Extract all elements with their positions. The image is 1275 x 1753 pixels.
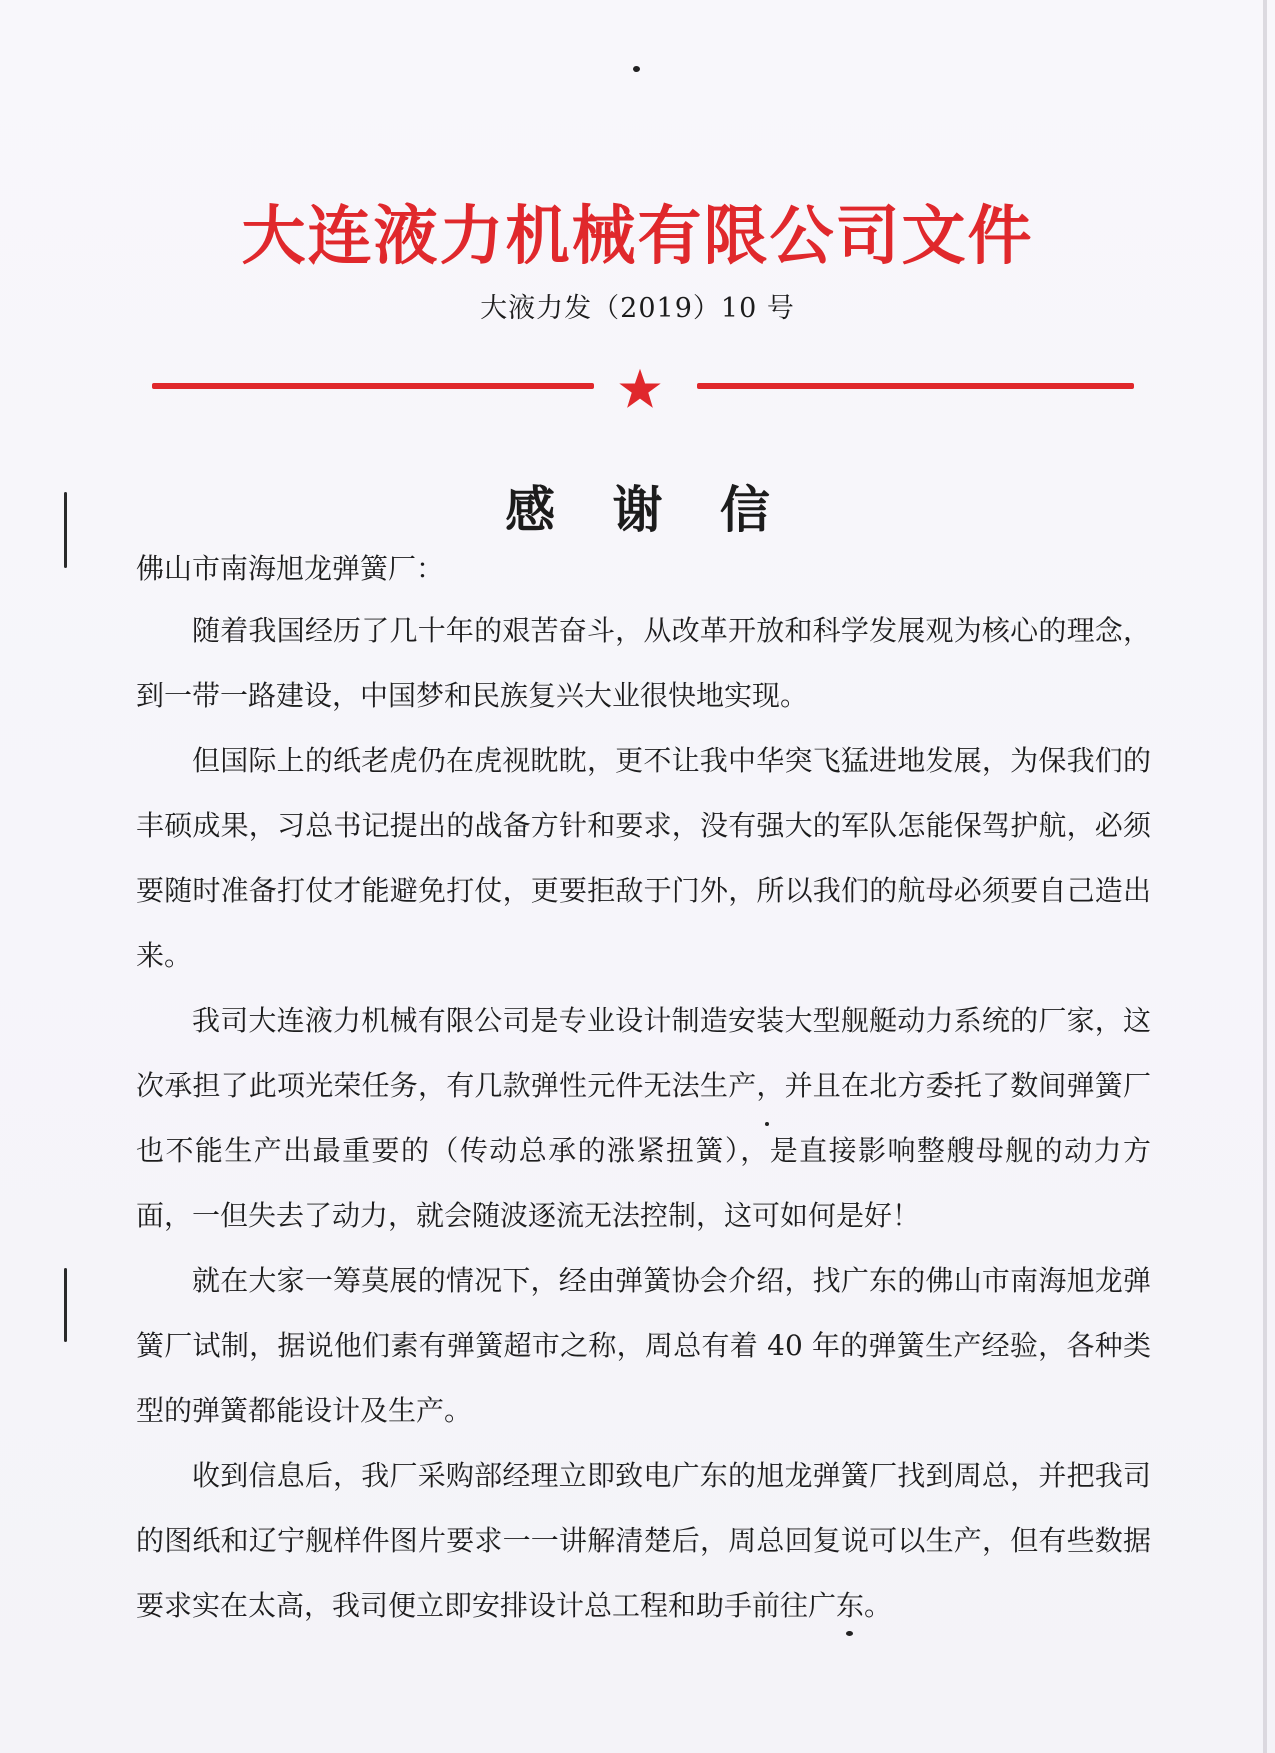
star-icon — [617, 366, 663, 412]
paragraph: 我司大连液力机械有限公司是专业设计制造安装大型舰艇动力系统的厂家，这次承担了此项光荣任务，有几款弹性元件无法生产，并且在北方委托了数间弹簧厂也不能生产出最重要的（传动总承的涨紧扭簧），是直接影响整艘母舰的动力方面，一但失去了动力，就会随波逐流无法控制，这可如何是好！ — [136, 1004, 1151, 1232]
paragraph: 随着我国经历了几十年的艰苦奋斗，从改革开放和科学发展观为核心的理念，到一带一路建设，中国梦和民族复兴大业很快地实现。 — [136, 614, 1151, 712]
letter-title: 感 谢 信 — [505, 480, 790, 539]
scan-speck — [633, 66, 640, 72]
salutation: 佛山市南海旭龙弹簧厂： — [136, 552, 445, 585]
star-shape — [619, 369, 660, 408]
organization-title: 大连液力机械有限公司文件 — [241, 199, 1034, 274]
paragraph: 就在大家一筹莫展的情况下，经由弹簧协会介绍，找广东的佛山市南海旭龙弹簧厂试制，据说他们素有弹簧超市之称，周总有着 40 年的弹簧生产经验，各种类型的弹簧都能设计及生产。 — [136, 1264, 1151, 1427]
red-divider-left — [152, 383, 594, 389]
red-divider-right — [697, 383, 1134, 389]
paragraph: 但国际上的纸老虎仍在虎视眈眈，更不让我中华突飞猛进地发展，为保我们的丰硕成果，习总书记提出的战备方针和要求，没有强大的军队怎能保驾护航，必须要随时准备打仗才能避免打仗，更要拒敌于门外，所以我们的航母必须要自己造出来。 — [136, 744, 1151, 972]
letter-body — [136, 598, 1151, 1638]
document-number: 大液力发（2019）10 号 — [480, 293, 795, 324]
staple-mark — [64, 1268, 67, 1342]
paragraph: 收到信息后，我厂采购部经理立即致电广东的旭龙弹簧厂找到周总，并把我司的图纸和辽宁舰样件图片要求一一讲解清楚后，周总回复说可以生产，但有些数据要求实在太高，我司便立即安排设计总工程和助手前往广东。 — [136, 1459, 1151, 1622]
